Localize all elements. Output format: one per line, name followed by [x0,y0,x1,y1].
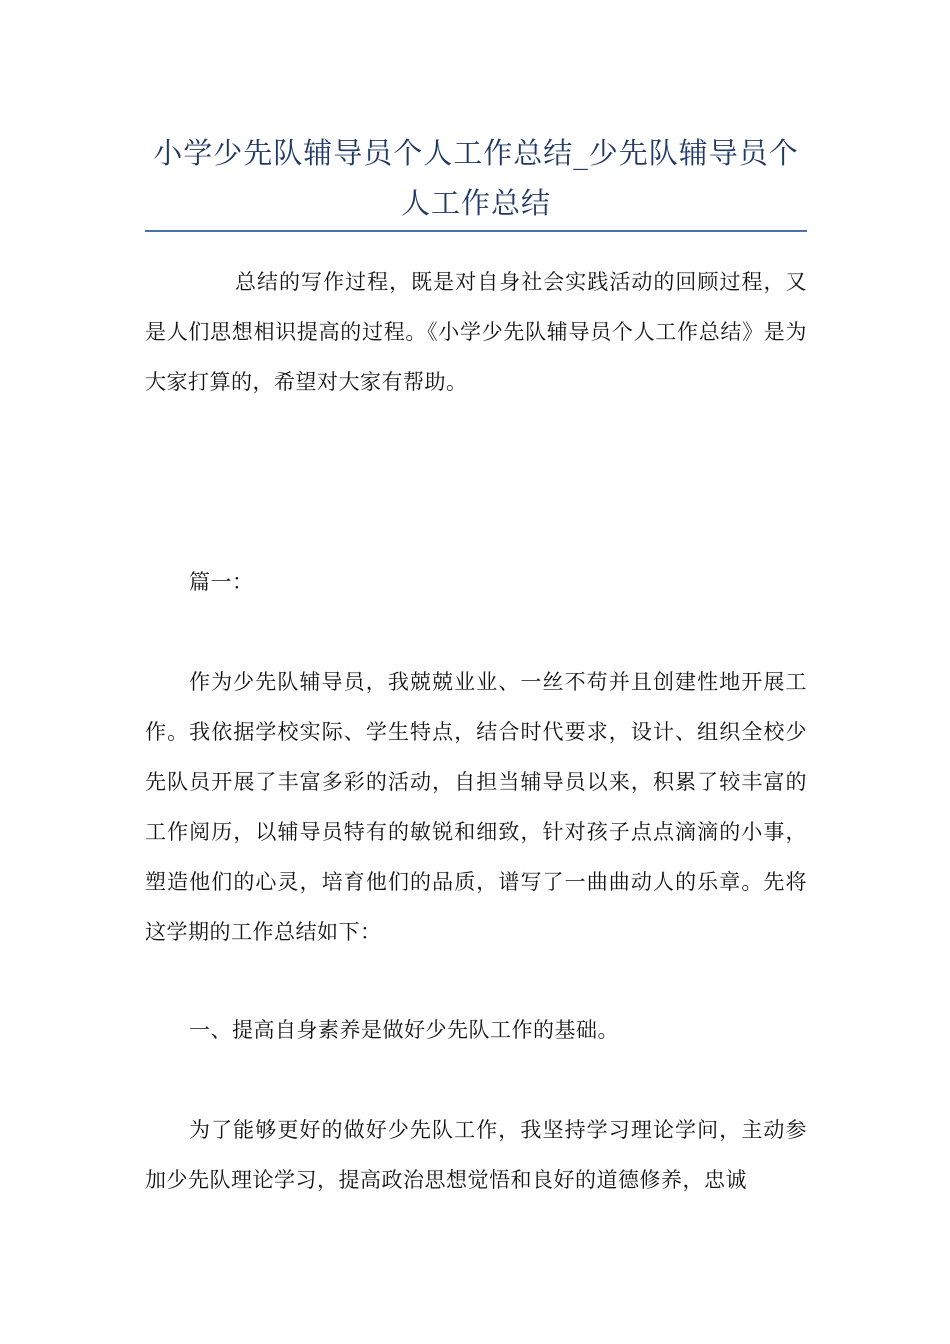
body-paragraph-continued: 为了能够更好的做好少先队工作，我坚持学习理论学问，主动参加少先队理论学习，提高政治思想觉悟和良好的道德修养，忠诚 [145,1118,807,1192]
intro-paragraph: 总结的写作过程，既是对自身社会实践活动的回顾过程，又是人们思想相识提高的过程。《小学少先队辅导员个人工作总结》是为大家打算的，希望对大家有帮助。 [145,270,807,394]
section-heading-one: 一、提高自身素养是做好少先队工作的基础。 [189,1018,619,1042]
document-title: 小学少先队辅导员个人工作总结_少先队辅导员个人工作总结 [153,136,799,220]
section-heading-part-one: 篇一： [189,570,254,594]
title-underline [145,230,807,232]
body-paragraph: 作为少先队辅导员，我兢兢业业、一丝不苟并且创建性地开展工作。我依据学校实际、学生特点，结合时代要求，设计、组织全校少先队员开展了丰富多彩的活动，自担当辅导员以来，积累了较丰富的工作阅历，以辅导员特有的敏锐和细致，针对孩子点点滴滴的小事，塑造他们的心灵，培育他们的品质，谱写了一曲曲动人的乐章。先将这学期的工作总结如下： [145,670,807,944]
